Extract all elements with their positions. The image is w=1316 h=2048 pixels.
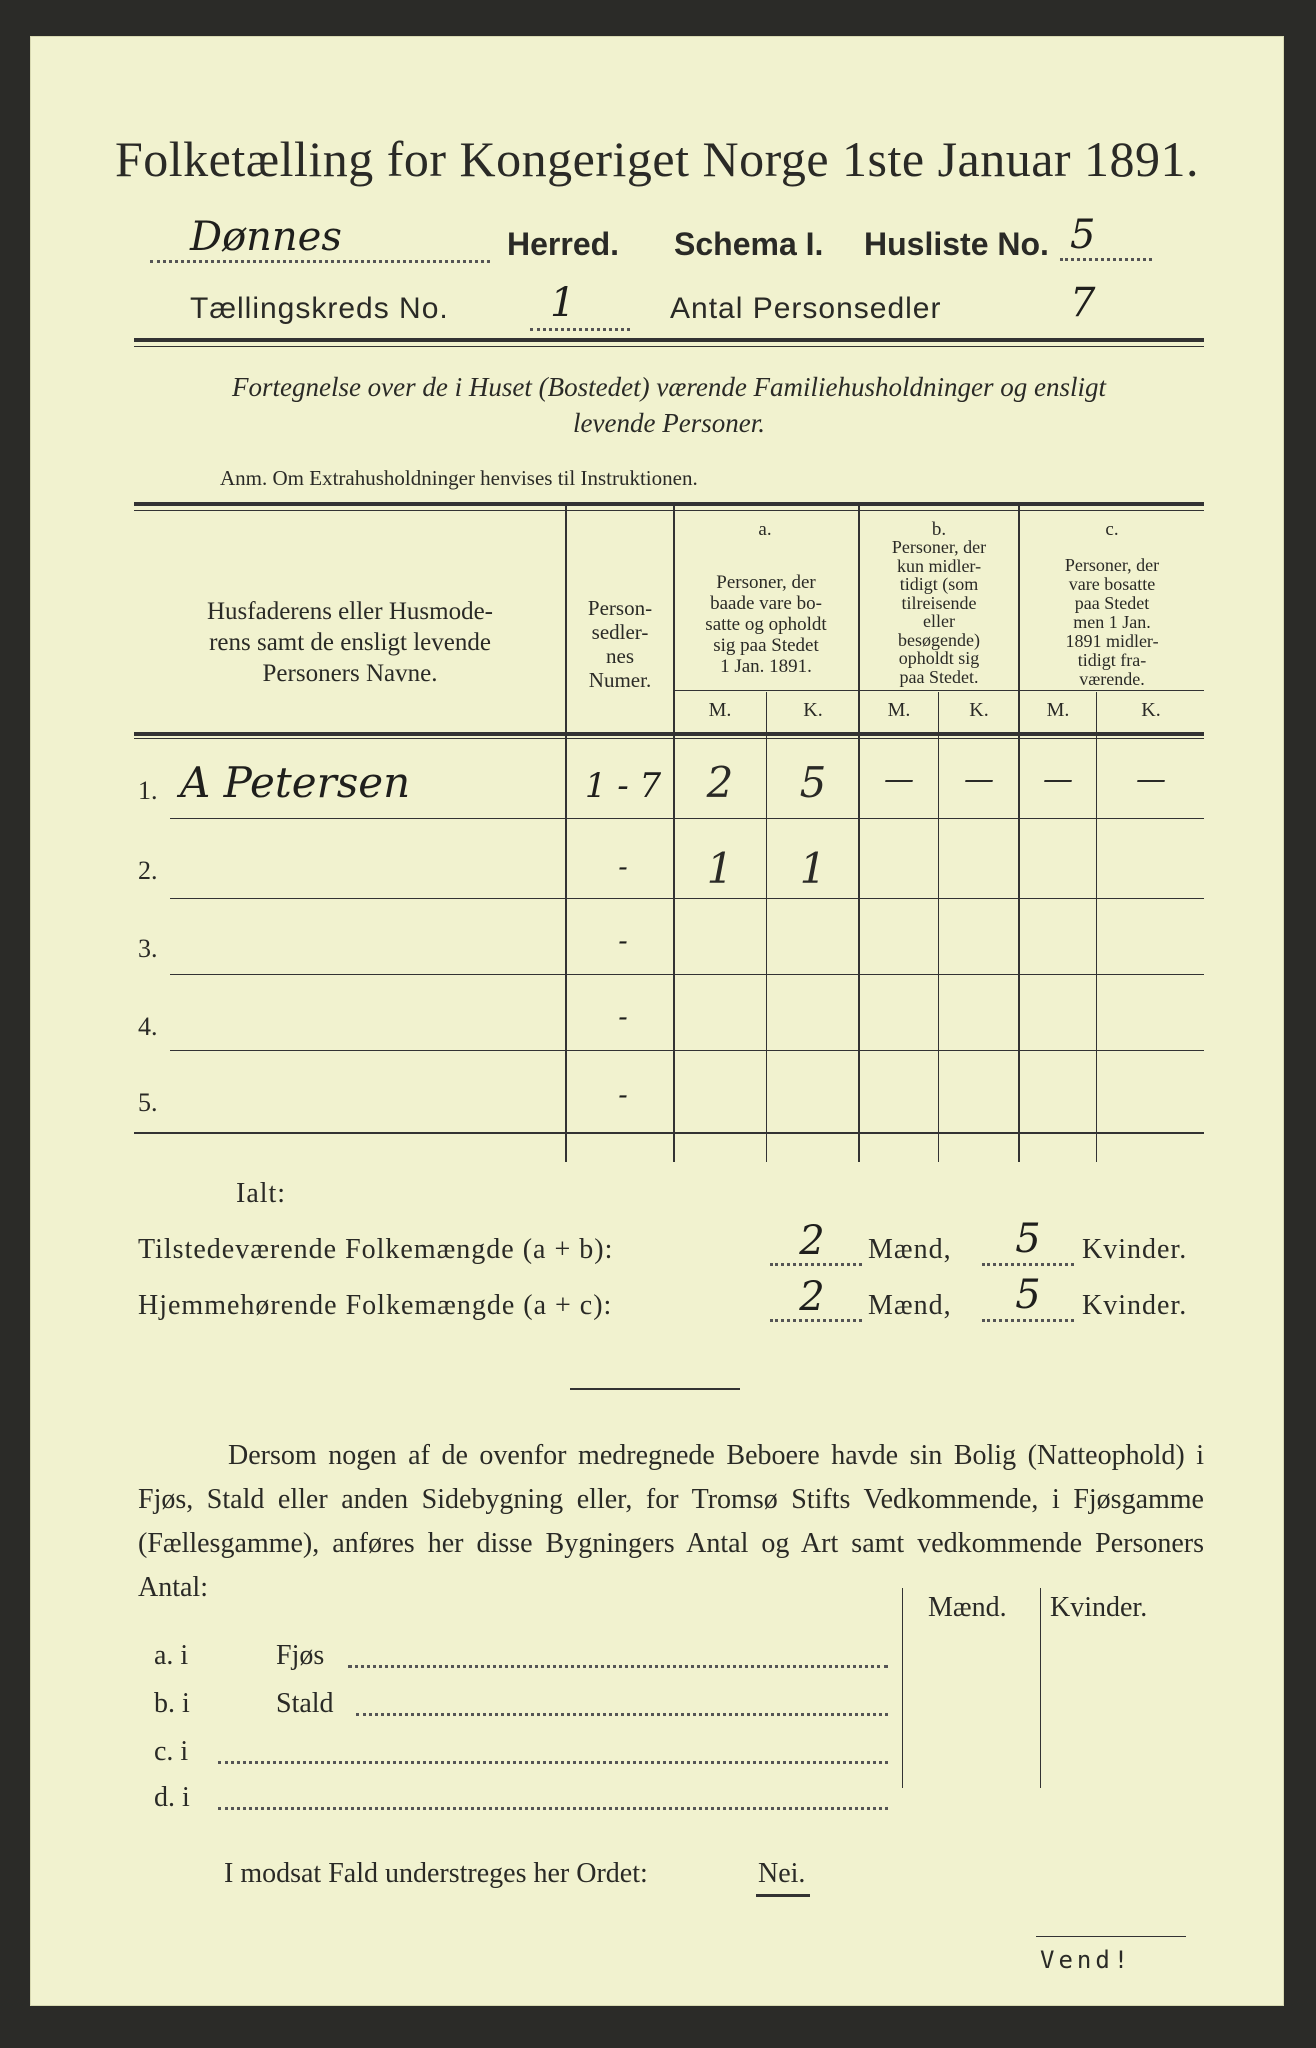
row-b-m: —	[884, 762, 914, 797]
row-a-k: 1	[799, 844, 827, 893]
building-field	[356, 1712, 888, 1716]
row-rule	[170, 974, 1204, 975]
building-letter: c. i	[154, 1736, 189, 1767]
nei-note-label: I modsat Fald understreges her Ordet:	[224, 1858, 648, 1889]
header-c-m: M.	[1046, 699, 1070, 721]
building-letter: d. i	[154, 1782, 190, 1813]
form-title: Folketælling for Kongeriget Norge 1ste Januar 1891.	[114, 131, 1200, 187]
totals-1-k-field	[982, 1262, 1074, 1266]
table-header-rule	[134, 732, 1204, 736]
header-a-line: 1 Jan. 1891.	[720, 656, 812, 677]
header-numer-line: Person-	[587, 596, 653, 620]
table-header-rule-thin	[134, 738, 1204, 739]
header-a	[675, 572, 857, 677]
husliste-field	[1060, 256, 1152, 261]
row-a-m: 2	[706, 758, 734, 807]
header-a-line: satte og opholdt	[705, 614, 827, 635]
buildings-header-maend: Mænd.	[928, 1592, 1007, 1623]
header-names-line: rens samt de ensligt levende	[209, 629, 491, 656]
short-divider	[570, 1388, 740, 1390]
row-rule	[170, 1050, 1204, 1051]
row-number: 2.	[138, 856, 158, 885]
row-number: 3.	[138, 934, 158, 963]
header-b-letter: b.	[931, 519, 947, 540]
row-a-m: 1	[706, 844, 734, 893]
vend-label: Vend!	[1040, 1946, 1133, 1974]
herred-label: Herred.	[507, 226, 620, 262]
header-names-line: Husfaderens eller Husmode-	[206, 598, 493, 625]
header-c-line: men 1 Jan.	[1073, 612, 1151, 632]
kreds-value: 1	[550, 280, 576, 326]
header-b-line: tidigt (som	[899, 574, 979, 594]
ialt-label: Ialt:	[236, 1178, 287, 1209]
subtitle-line-1: Fortegnelse over de i Huset (Bostedet) værende Familiehusholdninger og ensligt	[231, 372, 1107, 402]
building-letter: b. i	[154, 1688, 190, 1719]
totals-2-m-field	[770, 1318, 862, 1322]
header-numer-line: sedler-	[591, 620, 649, 644]
totals-2-kvinder: Kvinder.	[1082, 1290, 1188, 1321]
buildings-paragraph: Dersom nogen af de ovenfor medregnede Beboere havde sin Bolig (Natteophold) i Fjøs, Stald eller anden Sidebygning eller, for Tromsø Stifts Vedkommende, i Fjøsgamme (Fællesgamme), anføres her disse Bygningers Antal og Art samt vedkommende Personers Antal:	[138, 1440, 1204, 1603]
divider-top	[134, 338, 1204, 342]
husliste-label: Husliste No.	[864, 226, 1049, 262]
row-numer: -	[618, 1078, 628, 1111]
header-a-line: Personer, der	[716, 572, 816, 593]
mk-header-rule	[673, 690, 1204, 691]
kreds-label: Tællingskreds No.	[190, 292, 449, 325]
header-c-line: tidigt fra-	[1077, 650, 1147, 670]
header-c-k: K.	[1141, 699, 1161, 721]
totals-2-k: 5	[1015, 1272, 1041, 1318]
herred-value: Dønnes	[190, 214, 342, 260]
husliste-value: 5	[1070, 212, 1096, 258]
building-label: Fjøs	[276, 1640, 325, 1671]
header-c-line: 1891 midler-	[1065, 631, 1159, 651]
header-c-letter: c.	[1105, 519, 1119, 540]
totals-1-k: 5	[1015, 1216, 1041, 1262]
header-c	[1020, 556, 1204, 689]
header-a-letter: a.	[758, 519, 772, 540]
header-names-line: Personers Navne.	[262, 660, 438, 687]
row-numer: -	[618, 924, 628, 957]
header-c-line: paa Stedet	[1074, 593, 1150, 613]
totals-2-m: 2	[799, 1274, 825, 1320]
schema-label: Schema I.	[674, 226, 824, 262]
row-b-k: —	[964, 762, 994, 797]
header-a-line: baade vare bo-	[710, 593, 822, 614]
census-form	[30, 36, 1284, 2006]
table-top-rule-thin	[134, 510, 1204, 511]
totals-1-maend: Mænd,	[868, 1234, 952, 1265]
row-rule	[170, 818, 1204, 819]
header-a-m: M.	[708, 699, 732, 721]
totals-2-k-field	[982, 1318, 1074, 1322]
header-b-line: besøgende)	[898, 629, 980, 650]
header-numer-line: Numer.	[588, 668, 652, 692]
row-number: 4.	[138, 1012, 158, 1041]
header-numer-line: nes	[606, 644, 634, 668]
row-name: A Petersen	[180, 758, 411, 807]
col-divider	[565, 506, 567, 1162]
row-numer: -	[618, 850, 628, 883]
building-label: Stald	[276, 1688, 334, 1719]
header-c-line: værende.	[1079, 669, 1145, 689]
antal-value: 7	[1070, 280, 1096, 326]
building-field	[218, 1806, 888, 1810]
row-a-k: 5	[799, 758, 827, 807]
totals-1-label: Tilstedeværende Folkemængde (a + b):	[138, 1234, 614, 1265]
row-c-k: —	[1136, 762, 1166, 797]
header-b-line: paa Stedet.	[899, 666, 979, 687]
row-numer: 1 - 7	[584, 766, 662, 806]
header-b-k: K.	[969, 699, 989, 721]
row-c-m: —	[1043, 762, 1073, 797]
header-a-line: sig paa Stedet	[713, 635, 819, 656]
kreds-field	[530, 326, 630, 331]
anm-note: Anm. Om Extrahusholdninger henvises til Instruktionen.	[220, 466, 698, 490]
totals-1-m-field	[770, 1262, 862, 1266]
buildings-col-divider	[1040, 1588, 1041, 1788]
header-a-k: K.	[803, 699, 823, 721]
header-b-line: kun midler-	[896, 555, 982, 576]
row-rule	[170, 898, 1204, 899]
header-names	[150, 596, 550, 689]
header-c-line: Personer, der	[1064, 555, 1160, 575]
header-b	[860, 538, 1018, 686]
nei-underline	[756, 1894, 810, 1897]
totals-1-m: 2	[799, 1218, 825, 1264]
row-number: 1.	[138, 776, 158, 805]
header-b-line: opholdt sig	[898, 648, 980, 668]
col-divider-mk	[938, 692, 939, 1162]
col-divider-mk	[766, 692, 767, 1162]
building-field	[218, 1760, 888, 1764]
col-divider-mk	[1096, 692, 1097, 1162]
divider-top-thin	[134, 346, 1204, 347]
header-b-line: Personer, der	[891, 537, 987, 557]
subtitle-line-2: levende Personer.	[573, 408, 765, 438]
vend-rule	[1036, 1936, 1186, 1937]
building-field	[348, 1664, 888, 1668]
header-b-line: eller	[923, 611, 955, 631]
row-number: 5.	[138, 1088, 158, 1117]
buildings-header-kvinder: Kvinder.	[1050, 1592, 1148, 1623]
totals-2-label: Hjemmehørende Folkemængde (a + c):	[138, 1290, 613, 1321]
totals-2-maend: Mænd,	[868, 1290, 952, 1321]
header-b-line: tilreisende	[901, 592, 977, 613]
header-numer	[570, 596, 670, 692]
buildings-col-divider	[902, 1588, 903, 1788]
nei-word: Nei.	[758, 1858, 806, 1889]
building-letter: a. i	[154, 1640, 189, 1671]
table-top-rule	[134, 502, 1204, 506]
antal-label: Antal Personsedler	[670, 292, 942, 325]
header-c-line: vare bosatte	[1068, 574, 1156, 594]
header-b-m: M.	[887, 699, 911, 721]
table-bottom-rule	[134, 1132, 1204, 1134]
row-numer: -	[618, 1000, 628, 1033]
totals-1-kvinder: Kvinder.	[1082, 1234, 1188, 1265]
